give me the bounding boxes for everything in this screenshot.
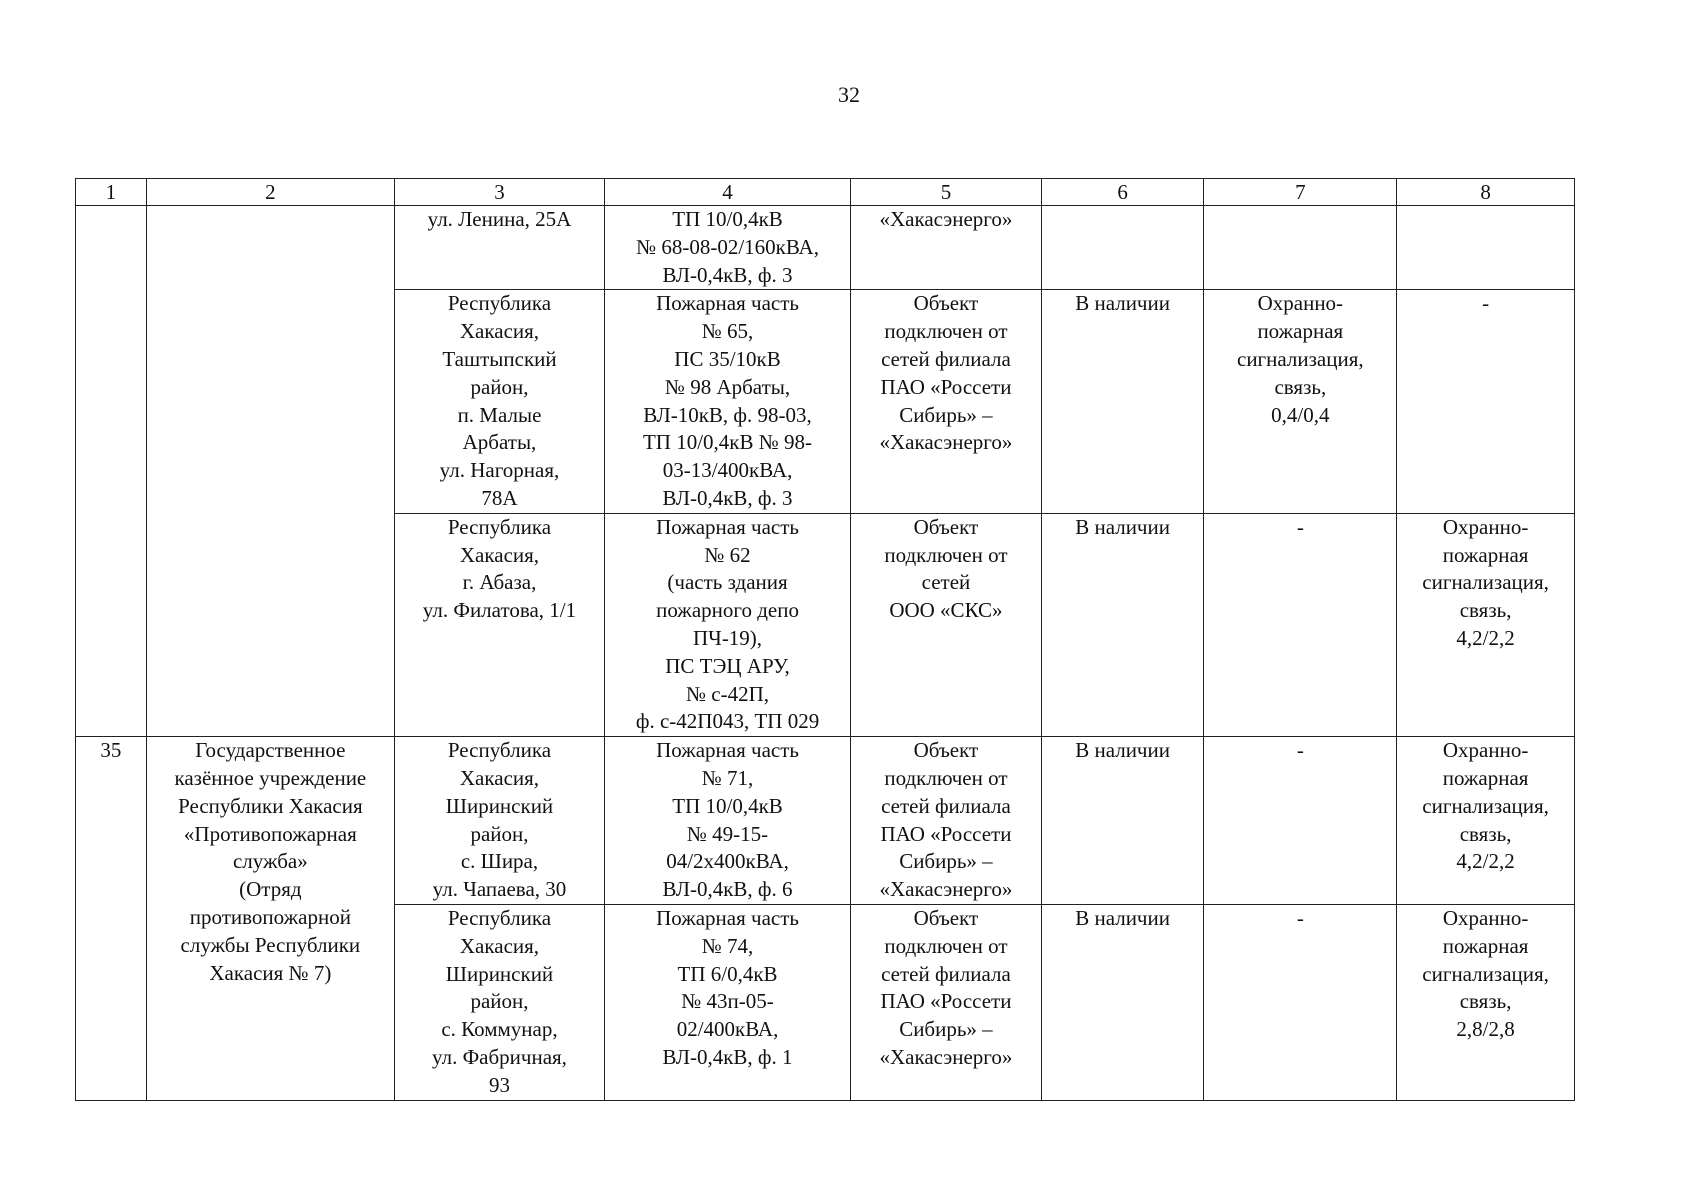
cell-address-line: Хакасия, bbox=[459, 765, 540, 790]
cell-power-supply-line: Пожарная часть bbox=[656, 905, 799, 930]
cell-network-line: подключен от bbox=[884, 765, 1008, 790]
cell-power-supply-line: № 68-08-02/160кВА, bbox=[636, 234, 819, 259]
header-col-4: 4 bbox=[604, 179, 850, 206]
cell-power-supply bbox=[604, 206, 850, 290]
cell-col7-line: - bbox=[1296, 905, 1304, 930]
cell-network-line: Сибирь» – bbox=[899, 1017, 993, 1042]
cell-address-line: с. Коммунар, bbox=[441, 1017, 558, 1042]
cell-col8-line: сигнализация, bbox=[1422, 793, 1549, 818]
cell-power-supply-line: Пожарная часть bbox=[656, 291, 799, 316]
cell-network-line: Объект bbox=[913, 738, 979, 763]
cell-address bbox=[395, 904, 605, 1100]
cell-organization-line: (Отряд bbox=[239, 877, 302, 902]
cell-address-line: ул. Фабричная, bbox=[432, 1044, 567, 1069]
cell-power-supply bbox=[604, 904, 850, 1100]
facilities-table bbox=[75, 178, 1575, 1101]
cell-power-supply-line: ПС ТЭЦ АРУ, bbox=[665, 653, 790, 678]
cell-col7-line: связь, bbox=[1274, 374, 1327, 399]
cell-col7 bbox=[1204, 904, 1397, 1100]
cell-power-supply-line: ПС 35/10кВ bbox=[674, 346, 781, 371]
header-col-7: 7 bbox=[1204, 179, 1397, 206]
cell-col7-line: сигнализация, bbox=[1237, 346, 1364, 371]
cell-network-line: «Хакасэнерго» bbox=[879, 1044, 1013, 1069]
cell-col7 bbox=[1204, 513, 1397, 736]
cell-power-supply-line: № 71, bbox=[701, 765, 754, 790]
cell-power-supply-line: пожарного депо bbox=[656, 598, 799, 623]
cell-availability: В наличии bbox=[1041, 290, 1204, 513]
cell-network-line: Сибирь» – bbox=[899, 402, 993, 427]
cell-col7 bbox=[1204, 737, 1397, 905]
cell-address-line: Таштыпский bbox=[442, 346, 557, 371]
cell-col8 bbox=[1397, 290, 1575, 513]
cell-organization bbox=[146, 206, 394, 737]
cell-power-supply-line: ПЧ-19), bbox=[693, 625, 763, 650]
cell-address-line: Хакасия, bbox=[459, 542, 540, 567]
cell-col8-line: связь, bbox=[1459, 821, 1512, 846]
cell-network bbox=[851, 513, 1042, 736]
cell-col8 bbox=[1397, 206, 1575, 290]
cell-power-supply-line: № 43п-05- bbox=[681, 989, 774, 1014]
header-col-3: 3 bbox=[395, 179, 605, 206]
cell-network-line: сетей филиала bbox=[881, 793, 1011, 818]
cell-col8 bbox=[1397, 904, 1575, 1100]
cell-address-line: г. Абаза, bbox=[462, 570, 537, 595]
cell-address bbox=[395, 206, 605, 290]
cell-address-line: Ширинский bbox=[445, 793, 554, 818]
cell-col8-line: - bbox=[1482, 291, 1490, 316]
cell-power-supply-line: № 62 bbox=[704, 542, 751, 567]
cell-power-supply-line: ТП 6/0,4кВ bbox=[677, 961, 778, 986]
cell-network-line: подключен от bbox=[884, 542, 1008, 567]
cell-power-supply-line: № 98 Арбаты, bbox=[664, 374, 791, 399]
cell-power-supply-line: ВЛ-0,4кВ, ф. 6 bbox=[662, 877, 793, 902]
cell-address-line: ул. Чапаева, 30 bbox=[432, 877, 567, 902]
cell-col8-line: 4,2/2,2 bbox=[1456, 849, 1515, 874]
cell-address-line: Республика bbox=[447, 738, 552, 763]
cell-organization-line: противопожарной bbox=[189, 904, 351, 929]
cell-network-line: Объект bbox=[913, 905, 979, 930]
cell-network-line: ПАО «Россети bbox=[880, 989, 1012, 1014]
cell-address bbox=[395, 290, 605, 513]
cell-col8-line: сигнализация, bbox=[1422, 961, 1549, 986]
cell-network-line: подключен от bbox=[884, 319, 1008, 344]
cell-organization-line: «Противопожарная bbox=[183, 821, 357, 846]
cell-network-line: сетей филиала bbox=[881, 346, 1011, 371]
cell-power-supply bbox=[604, 737, 850, 905]
cell-power-supply-line: Пожарная часть bbox=[656, 514, 799, 539]
cell-network bbox=[851, 737, 1042, 905]
cell-network-line: Сибирь» – bbox=[899, 849, 993, 874]
cell-address-line: 93 bbox=[488, 1072, 510, 1097]
header-col-2: 2 bbox=[146, 179, 394, 206]
cell-network-line: Объект bbox=[913, 291, 979, 316]
cell-network-line: ПАО «Россети bbox=[880, 821, 1012, 846]
table-row bbox=[76, 206, 1575, 290]
cell-col8-line: пожарная bbox=[1442, 765, 1529, 790]
cell-col8-line: связь, bbox=[1459, 598, 1512, 623]
cell-power-supply bbox=[604, 513, 850, 736]
cell-availability: В наличии bbox=[1041, 737, 1204, 905]
cell-network-line: Объект bbox=[913, 514, 979, 539]
cell-col8-line: Охранно- bbox=[1442, 905, 1529, 930]
cell-address-line: ул. Нагорная, bbox=[439, 458, 560, 483]
cell-address-line: ул. Филатова, 1/1 bbox=[422, 598, 577, 623]
table-row bbox=[76, 737, 1575, 905]
cell-availability bbox=[1041, 206, 1204, 290]
cell-power-supply-line: ВЛ-0,4кВ, ф. 3 bbox=[662, 262, 793, 287]
table-body bbox=[76, 206, 1575, 1101]
cell-power-supply bbox=[604, 290, 850, 513]
cell-address-line: Хакасия, bbox=[459, 319, 540, 344]
cell-col7-line: пожарная bbox=[1257, 319, 1344, 344]
cell-network-line: сетей филиала bbox=[881, 961, 1011, 986]
cell-col8-line: 4,2/2,2 bbox=[1456, 625, 1515, 650]
header-col-1: 1 bbox=[76, 179, 147, 206]
cell-power-supply-line: ТП 10/0,4кВ № 98- bbox=[642, 430, 813, 455]
cell-network-line: «Хакасэнерго» bbox=[879, 877, 1013, 902]
cell-organization-line: Республики Хакасия bbox=[178, 793, 363, 818]
cell-organization-line: службы Республики bbox=[180, 932, 361, 957]
cell-col8 bbox=[1397, 513, 1575, 736]
cell-power-supply-line: № 49-15- bbox=[686, 821, 769, 846]
cell-power-supply-line: (часть здания bbox=[667, 570, 788, 595]
cell-col8-line: связь, bbox=[1459, 989, 1512, 1014]
cell-address-line: п. Малые bbox=[457, 402, 542, 427]
cell-organization-line: Хакасия № 7) bbox=[209, 960, 332, 985]
cell-address-line: Ширинский bbox=[445, 961, 554, 986]
cell-col7-line: - bbox=[1296, 738, 1304, 763]
cell-number bbox=[76, 206, 147, 737]
cell-address bbox=[395, 737, 605, 905]
cell-power-supply-line: № 65, bbox=[701, 319, 754, 344]
cell-col8-line: Охранно- bbox=[1442, 514, 1529, 539]
cell-availability: В наличии bbox=[1041, 904, 1204, 1100]
cell-network-line: сетей bbox=[921, 570, 971, 595]
cell-address-line: Республика bbox=[447, 514, 552, 539]
cell-col8-line: сигнализация, bbox=[1422, 570, 1549, 595]
cell-power-supply-line: № 74, bbox=[701, 933, 754, 958]
cell-network-line: «Хакасэнерго» bbox=[879, 430, 1013, 455]
cell-network-line: ПАО «Россети bbox=[880, 374, 1012, 399]
cell-power-supply-line: 03-13/400кВА, bbox=[662, 458, 793, 483]
cell-organization-line: Государственное bbox=[195, 738, 346, 763]
cell-number: 35 bbox=[76, 737, 147, 1100]
cell-col7 bbox=[1204, 206, 1397, 290]
cell-organization bbox=[146, 737, 394, 1100]
cell-address-line: район, bbox=[470, 821, 529, 846]
cell-network-line: ООО «СКС» bbox=[889, 598, 1003, 623]
cell-address-line: с. Шира, bbox=[460, 849, 539, 874]
cell-col7-line: Охранно- bbox=[1257, 291, 1344, 316]
cell-organization-line: казённое учреждение bbox=[174, 765, 367, 790]
cell-power-supply-line: ВЛ-0,4кВ, ф. 3 bbox=[662, 485, 793, 510]
cell-power-supply-line: ф. с-42П043, ТП 029 bbox=[635, 709, 820, 734]
header-row bbox=[76, 179, 1575, 206]
cell-address bbox=[395, 513, 605, 736]
header-col-8: 8 bbox=[1397, 179, 1575, 206]
cell-col8-line: пожарная bbox=[1442, 933, 1529, 958]
cell-address-line: район, bbox=[470, 989, 529, 1014]
cell-power-supply-line: № с-42П, bbox=[686, 681, 770, 706]
cell-address-line: Республика bbox=[447, 905, 552, 930]
cell-network bbox=[851, 206, 1042, 290]
cell-col8-line: пожарная bbox=[1442, 542, 1529, 567]
cell-power-supply-line: 02/400кВА, bbox=[676, 1017, 779, 1042]
cell-address-line: Хакасия, bbox=[459, 933, 540, 958]
cell-organization-line: служба» bbox=[232, 849, 308, 874]
cell-availability: В наличии bbox=[1041, 513, 1204, 736]
cell-power-supply-line: ТП 10/0,4кВ bbox=[672, 793, 783, 818]
header-col-5: 5 bbox=[851, 179, 1042, 206]
cell-network bbox=[851, 904, 1042, 1100]
cell-address-line: Республика bbox=[447, 291, 552, 316]
cell-address-line: 78А bbox=[481, 485, 518, 510]
cell-col8 bbox=[1397, 737, 1575, 905]
cell-power-supply-line: 04/2х400кВА, bbox=[666, 849, 789, 874]
cell-power-supply-line: ТП 10/0,4кВ bbox=[672, 207, 783, 231]
cell-col8-line: Охранно- bbox=[1442, 738, 1529, 763]
cell-address-line: Арбаты, bbox=[462, 430, 537, 455]
cell-address-line: ул. Ленина, 25А bbox=[427, 207, 572, 231]
cell-col8-line: 2,8/2,8 bbox=[1456, 1017, 1515, 1042]
cell-address-line: район, bbox=[470, 374, 529, 399]
cell-col7-line: 0,4/0,4 bbox=[1271, 402, 1330, 427]
cell-network-line: подключен от bbox=[884, 933, 1008, 958]
cell-network-line: «Хакасэнерго» bbox=[879, 207, 1013, 231]
cell-power-supply-line: Пожарная часть bbox=[656, 738, 799, 763]
cell-network bbox=[851, 290, 1042, 513]
header-col-6: 6 bbox=[1041, 179, 1204, 206]
cell-power-supply-line: ВЛ-0,4кВ, ф. 1 bbox=[662, 1044, 793, 1069]
cell-col7-line: - bbox=[1296, 514, 1304, 539]
cell-power-supply-line: ВЛ-10кВ, ф. 98-03, bbox=[643, 402, 812, 427]
page-number: 32 bbox=[838, 82, 860, 107]
cell-col7 bbox=[1204, 290, 1397, 513]
